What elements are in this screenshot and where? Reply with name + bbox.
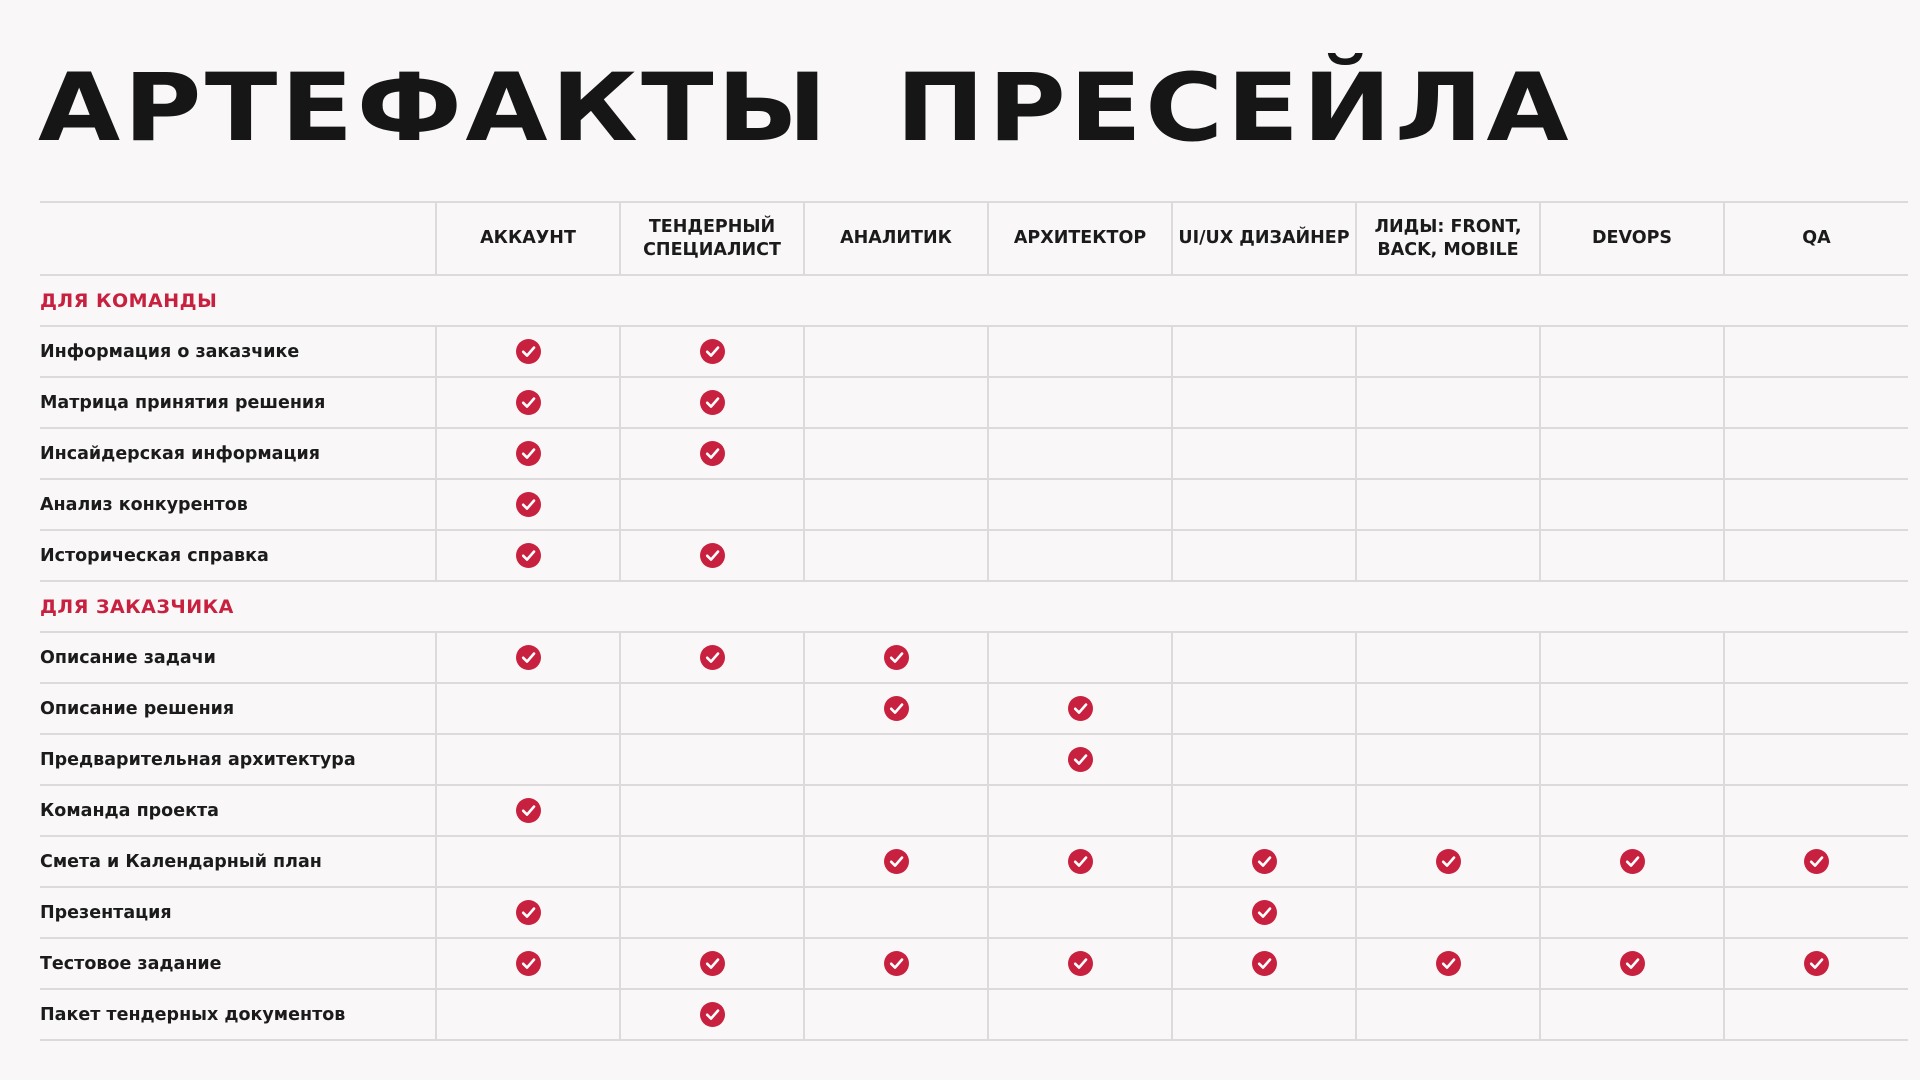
matrix-cell	[988, 887, 1172, 938]
row-label: Описание задачи	[40, 632, 436, 683]
matrix-cell	[1356, 326, 1540, 377]
matrix-cell	[620, 428, 804, 479]
column-header: АККАУНТ	[436, 202, 620, 275]
matrix-cell	[804, 428, 988, 479]
check-circle-icon	[516, 951, 541, 976]
row-label: Анализ конкурентов	[40, 479, 436, 530]
check-circle-icon	[516, 900, 541, 925]
row-label: Описание решения	[40, 683, 436, 734]
check-circle-icon	[1620, 951, 1645, 976]
table-row	[40, 530, 1908, 581]
table-row	[40, 479, 1908, 530]
matrix-cell	[1356, 683, 1540, 734]
matrix-cell	[1724, 989, 1908, 1040]
matrix-cell	[1172, 938, 1356, 989]
table-row	[40, 377, 1908, 428]
matrix-cell	[1540, 836, 1724, 887]
row-label: Команда проекта	[40, 785, 436, 836]
row-label: Информация о заказчике	[40, 326, 436, 377]
table-row	[40, 734, 1908, 785]
table-row	[40, 632, 1908, 683]
check-circle-icon	[1436, 849, 1461, 874]
matrix-cell	[1356, 632, 1540, 683]
section-row	[40, 275, 1908, 326]
table-row	[40, 938, 1908, 989]
check-circle-icon	[700, 339, 725, 364]
matrix-cell	[988, 836, 1172, 887]
header-corner	[40, 202, 436, 275]
check-circle-icon	[1068, 849, 1093, 874]
matrix-cell	[804, 836, 988, 887]
matrix-cell	[1172, 887, 1356, 938]
matrix-cell	[1540, 785, 1724, 836]
matrix-cell	[1540, 377, 1724, 428]
section-title: ДЛЯ ЗАКАЗЧИКА	[40, 581, 1908, 632]
check-circle-icon	[1252, 849, 1277, 874]
check-circle-icon	[516, 543, 541, 568]
matrix-cell	[1724, 326, 1908, 377]
check-circle-icon	[884, 696, 909, 721]
matrix-cell	[1172, 734, 1356, 785]
matrix-cell	[988, 989, 1172, 1040]
matrix-cell	[620, 632, 804, 683]
check-circle-icon	[1068, 696, 1093, 721]
matrix-cell	[436, 785, 620, 836]
matrix-cell	[804, 887, 988, 938]
matrix-cell	[620, 836, 804, 887]
table-row	[40, 428, 1908, 479]
row-label: Тестовое задание	[40, 938, 436, 989]
table-row	[40, 836, 1908, 887]
artifacts-matrix	[40, 201, 1908, 1041]
table-row	[40, 683, 1908, 734]
matrix-cell	[1540, 428, 1724, 479]
matrix-cell	[1172, 683, 1356, 734]
matrix-body	[40, 275, 1908, 1040]
check-circle-icon	[1252, 900, 1277, 925]
matrix-cell	[988, 785, 1172, 836]
matrix-cell	[620, 479, 804, 530]
matrix-cell	[1724, 632, 1908, 683]
section-title: ДЛЯ КОМАНДЫ	[40, 275, 1908, 326]
matrix-cell	[1172, 530, 1356, 581]
check-circle-icon	[516, 492, 541, 517]
matrix-cell	[988, 479, 1172, 530]
column-header: АНАЛИТИК	[804, 202, 988, 275]
matrix-cell	[436, 377, 620, 428]
matrix-cell	[620, 734, 804, 785]
matrix-cell	[804, 326, 988, 377]
matrix-cell	[804, 734, 988, 785]
table-row	[40, 989, 1908, 1040]
matrix-cell	[436, 428, 620, 479]
matrix-cell	[1356, 734, 1540, 785]
check-circle-icon	[700, 543, 725, 568]
column-header: UI/UX ДИЗАЙНЕР	[1172, 202, 1356, 275]
matrix-cell	[804, 938, 988, 989]
matrix-cell	[620, 938, 804, 989]
matrix-cell	[1724, 836, 1908, 887]
column-header: DEVOPS	[1540, 202, 1724, 275]
matrix-cell	[988, 734, 1172, 785]
matrix-cell	[1540, 938, 1724, 989]
row-label: Пакет тендерных документов	[40, 989, 436, 1040]
section-row	[40, 581, 1908, 632]
matrix-cell	[1172, 428, 1356, 479]
matrix-cell	[436, 326, 620, 377]
check-circle-icon	[1804, 849, 1829, 874]
matrix-cell	[1724, 734, 1908, 785]
check-circle-icon	[1620, 849, 1645, 874]
matrix-cell	[988, 530, 1172, 581]
column-header: ЛИДЫ: FRONT, BACK, MOBILE	[1356, 202, 1540, 275]
matrix-cell	[436, 530, 620, 581]
matrix-cell	[1172, 377, 1356, 428]
matrix-cell	[620, 377, 804, 428]
check-circle-icon	[1068, 747, 1093, 772]
matrix-cell	[804, 683, 988, 734]
row-label: Предварительная архитектура	[40, 734, 436, 785]
matrix-cell	[804, 632, 988, 683]
check-circle-icon	[1436, 951, 1461, 976]
matrix-cell	[620, 326, 804, 377]
check-circle-icon	[1068, 951, 1093, 976]
matrix-cell	[1724, 938, 1908, 989]
check-circle-icon	[1804, 951, 1829, 976]
check-circle-icon	[516, 645, 541, 670]
matrix-cell	[988, 938, 1172, 989]
matrix-cell	[988, 428, 1172, 479]
matrix-cell	[436, 836, 620, 887]
matrix-cell	[1540, 989, 1724, 1040]
matrix-cell	[1724, 530, 1908, 581]
matrix-cell	[1356, 989, 1540, 1040]
matrix-cell	[1356, 887, 1540, 938]
check-circle-icon	[700, 951, 725, 976]
matrix-cell	[620, 530, 804, 581]
matrix-cell	[804, 989, 988, 1040]
check-circle-icon	[700, 441, 725, 466]
matrix-cell	[988, 632, 1172, 683]
check-circle-icon	[884, 849, 909, 874]
matrix-cell	[1356, 785, 1540, 836]
matrix-cell	[1724, 479, 1908, 530]
row-label: Историческая справка	[40, 530, 436, 581]
table-row	[40, 887, 1908, 938]
table-row	[40, 785, 1908, 836]
check-circle-icon	[700, 1002, 725, 1027]
matrix-cell	[436, 683, 620, 734]
matrix-cell	[1356, 377, 1540, 428]
check-circle-icon	[516, 441, 541, 466]
check-circle-icon	[516, 798, 541, 823]
matrix-cell	[1172, 785, 1356, 836]
check-circle-icon	[516, 390, 541, 415]
page-title: АРТЕФАКТЫ ПРЕСЕЙЛА	[38, 54, 1572, 163]
matrix-cell	[1540, 632, 1724, 683]
column-header: ТЕНДЕРНЫЙ СПЕЦИАЛИСТ	[620, 202, 804, 275]
check-circle-icon	[884, 645, 909, 670]
matrix-cell	[804, 530, 988, 581]
matrix-cell	[804, 479, 988, 530]
table-row	[40, 326, 1908, 377]
matrix-cell	[620, 887, 804, 938]
matrix-cell	[1540, 887, 1724, 938]
matrix-cell	[1540, 530, 1724, 581]
matrix-cell	[1172, 836, 1356, 887]
matrix-cell	[1356, 836, 1540, 887]
row-label: Инсайдерская информация	[40, 428, 436, 479]
row-label: Смета и Календарный план	[40, 836, 436, 887]
matrix-cell	[1540, 326, 1724, 377]
check-circle-icon	[1252, 951, 1277, 976]
matrix-cell	[436, 938, 620, 989]
matrix-cell	[988, 326, 1172, 377]
matrix-cell	[1172, 632, 1356, 683]
column-header: QA	[1724, 202, 1908, 275]
matrix-cell	[1540, 479, 1724, 530]
matrix-cell	[1356, 428, 1540, 479]
check-circle-icon	[700, 645, 725, 670]
matrix-cell	[1356, 530, 1540, 581]
matrix-cell	[1724, 428, 1908, 479]
matrix-cell	[804, 785, 988, 836]
check-circle-icon	[516, 339, 541, 364]
matrix-cell	[1724, 887, 1908, 938]
matrix-cell	[620, 989, 804, 1040]
matrix-cell	[436, 887, 620, 938]
matrix-cell	[1172, 479, 1356, 530]
row-label: Матрица принятия решения	[40, 377, 436, 428]
check-circle-icon	[884, 951, 909, 976]
matrix-cell	[1172, 989, 1356, 1040]
matrix-cell	[1172, 326, 1356, 377]
matrix-cell	[988, 377, 1172, 428]
check-circle-icon	[700, 390, 725, 415]
matrix-cell	[436, 989, 620, 1040]
matrix-cell	[988, 683, 1172, 734]
header-row	[40, 202, 1908, 275]
matrix-cell	[620, 785, 804, 836]
matrix-cell	[1724, 683, 1908, 734]
matrix-cell	[1724, 785, 1908, 836]
column-header: АРХИТЕКТОР	[988, 202, 1172, 275]
matrix-cell	[1356, 479, 1540, 530]
matrix-cell	[620, 683, 804, 734]
matrix-cell	[436, 734, 620, 785]
matrix-cell	[1724, 377, 1908, 428]
matrix-cell	[436, 632, 620, 683]
matrix-cell	[1540, 734, 1724, 785]
matrix-cell	[804, 377, 988, 428]
matrix-cell	[1540, 683, 1724, 734]
matrix-cell	[1356, 938, 1540, 989]
matrix-cell	[436, 479, 620, 530]
row-label: Презентация	[40, 887, 436, 938]
